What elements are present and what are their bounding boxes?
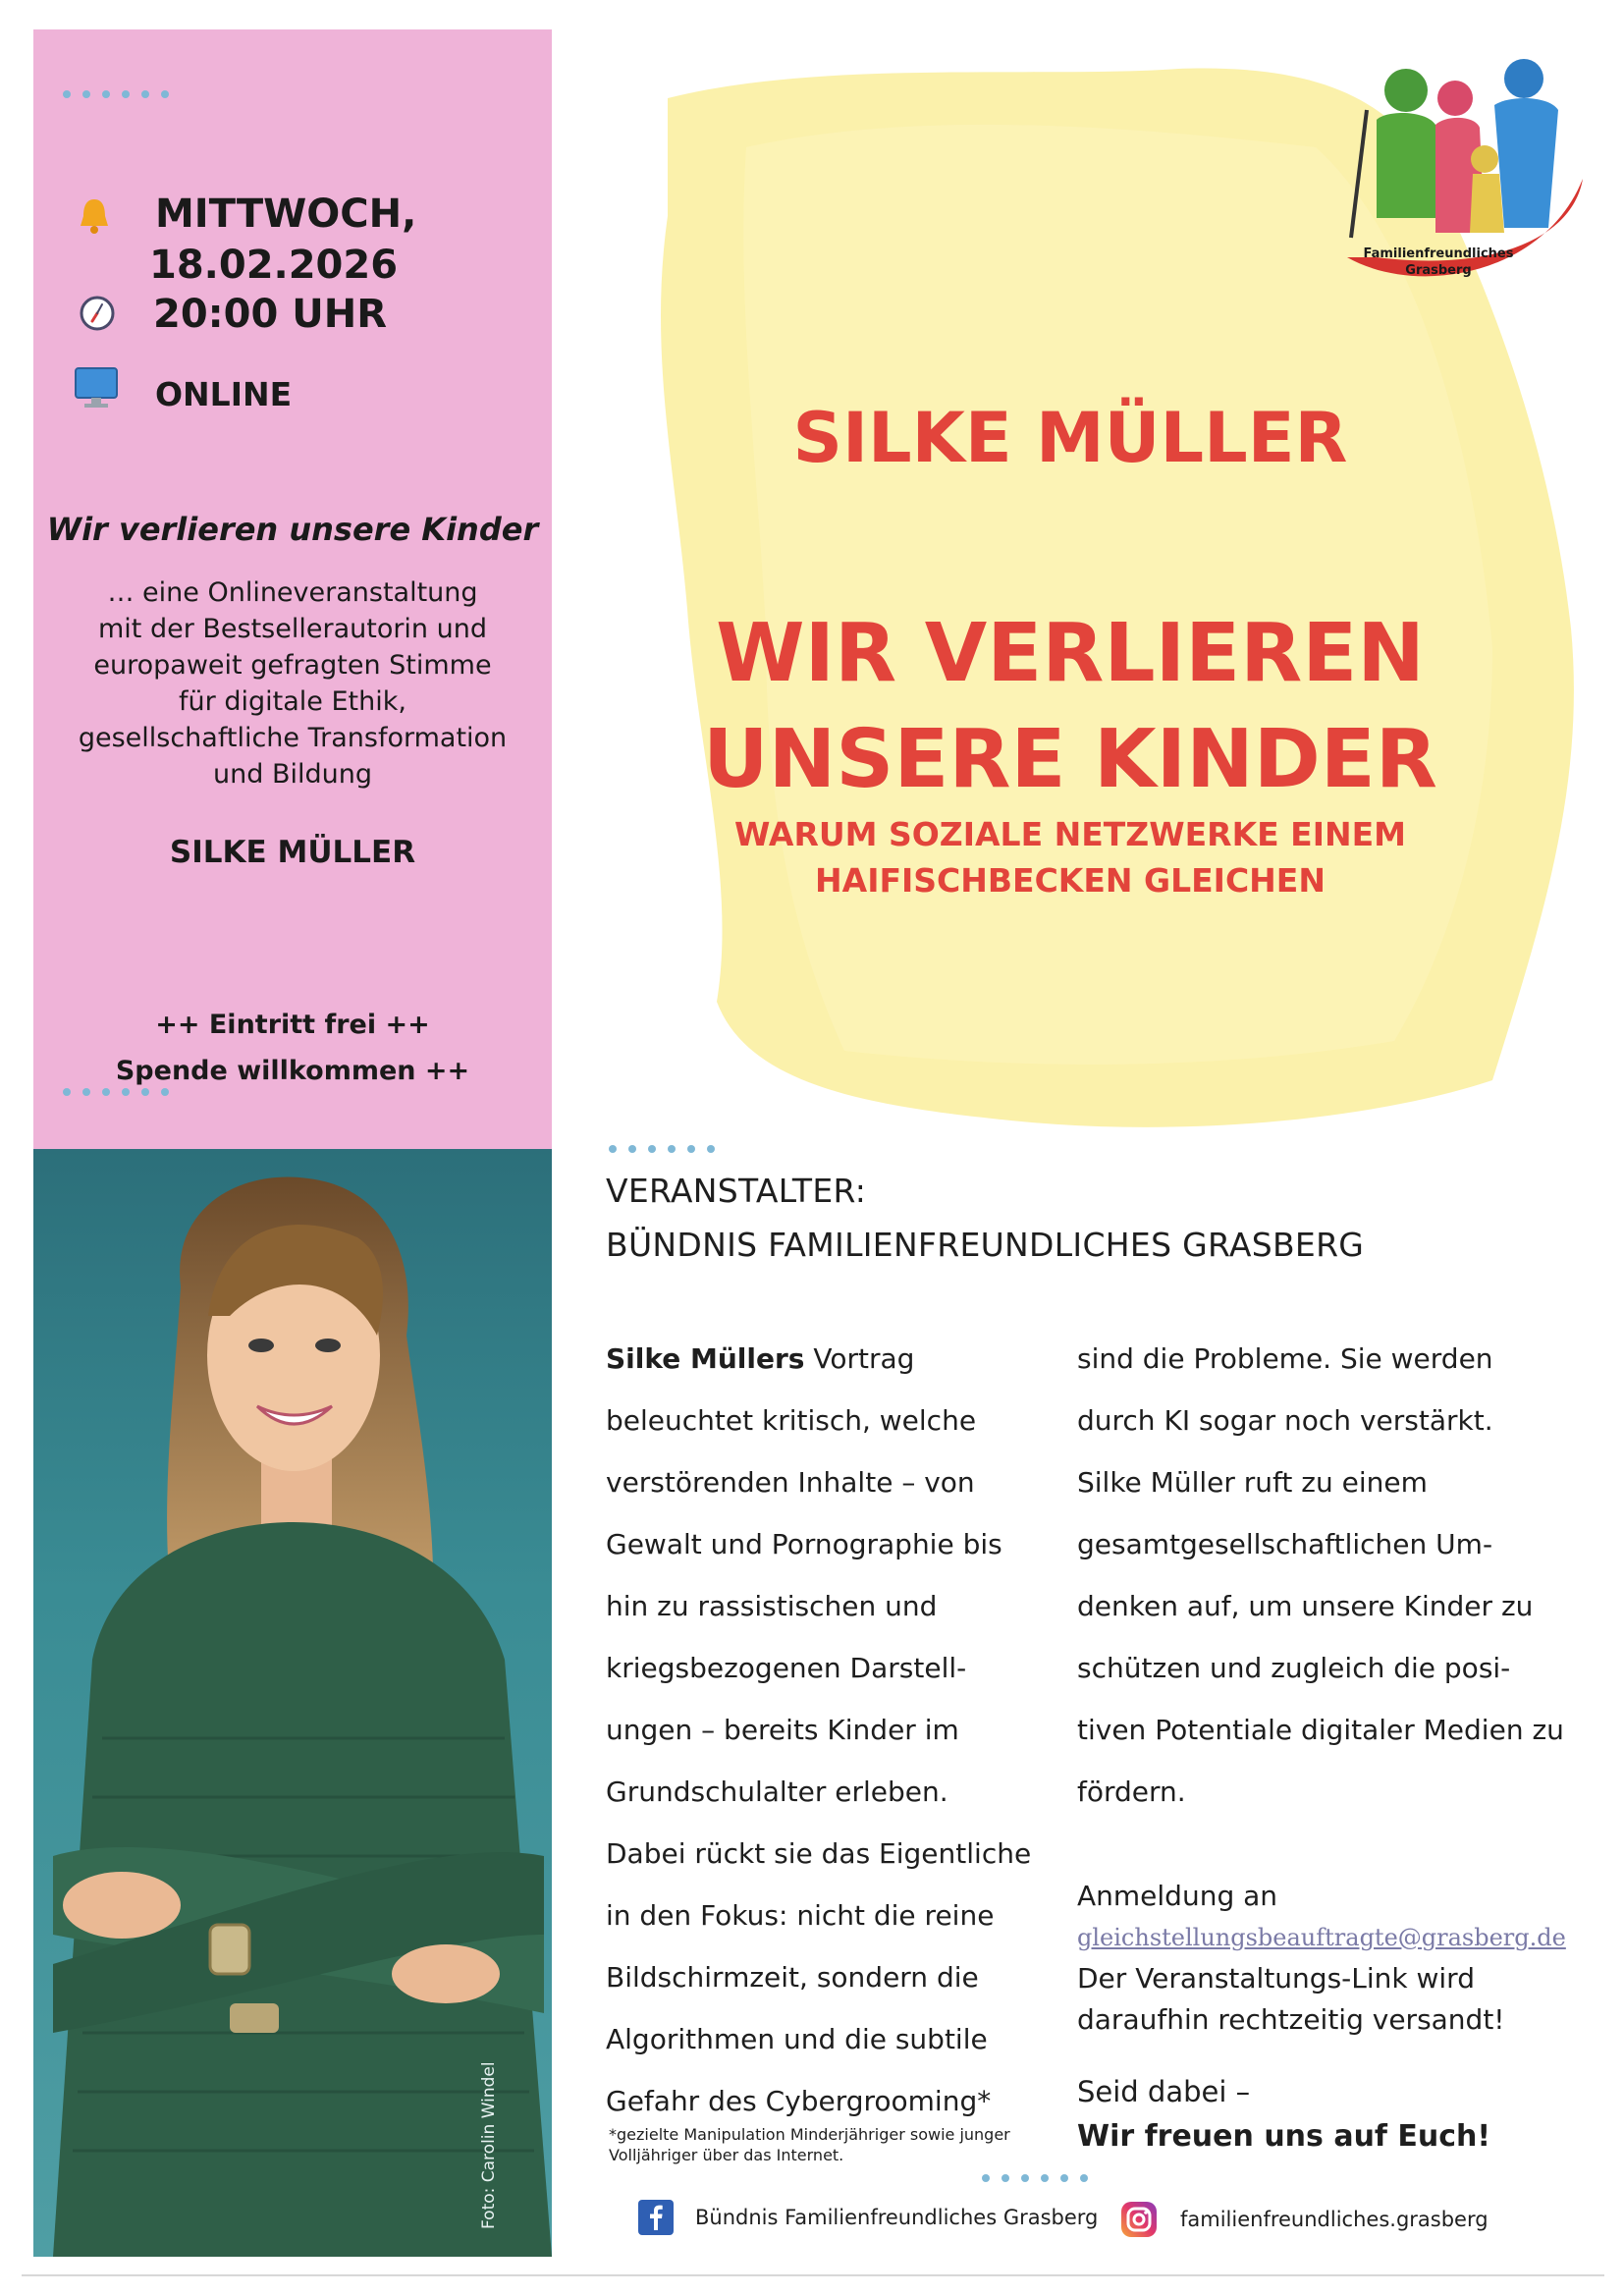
organizer-name: BÜNDNIS FAMILIENFREUNDLICHES GRASBERG [606, 1226, 1365, 1264]
body-line: hin zu rassistischen und [606, 1590, 938, 1622]
body-line: Grundschulalter erleben. [606, 1776, 948, 1808]
body-line: beleuchtet kritisch, welche [606, 1404, 977, 1437]
body-line: Silke Müller ruft zu einem [1077, 1466, 1428, 1499]
body-line: in den Fokus: nicht die reine [606, 1899, 995, 1932]
monitor-icon [73, 365, 120, 410]
headline-subtitle-line: HAIFISCHBECKEN GLEICHEN [815, 861, 1326, 900]
headline-title-line: WIR VERLIEREN [716, 607, 1425, 700]
closing-message [1077, 2070, 1490, 2159]
facebook-label: Bündnis Familienfreundliches Grasberg [695, 2206, 1099, 2229]
speaker-name-bold: Silke Müllers [606, 1342, 805, 1375]
body-line: Dabei rückt sie das Eigentliche [606, 1837, 1032, 1870]
decorative-dots [63, 90, 169, 98]
instagram-link[interactable] [1119, 2200, 1489, 2239]
description-line: europaweit gefragten Stimme [93, 650, 492, 681]
headline-speaker: SILKE MÜLLER [792, 398, 1348, 478]
donation-welcome: Spende willkommen ++ [115, 1056, 470, 1086]
decorative-dots [63, 1088, 169, 1096]
body-line: verstörenden Inhalte – von [606, 1466, 975, 1499]
body-line: denken auf, um unsere Kinder zu [1077, 1590, 1534, 1622]
body-line: kriegsbezogenen Darstell- [606, 1652, 967, 1684]
body-line: tiven Potentiale digitaler Medien zu [1077, 1714, 1564, 1746]
headline-title-line: UNSERE KINDER [703, 713, 1437, 806]
speaker-photo [33, 1149, 552, 2257]
body-line: fördern. [1077, 1776, 1186, 1808]
description-line: … eine Onlineveranstaltung [107, 577, 478, 608]
body-line: durch KI sogar noch verstärkt. [1077, 1404, 1493, 1437]
admission-free: ++ Eintritt frei ++ [155, 1010, 430, 1040]
headline-subtitle [628, 811, 1512, 903]
photo-credit: Foto: Carolin Windel [479, 2061, 499, 2229]
event-info-panel [33, 29, 552, 1149]
facebook-link[interactable] [638, 2200, 1098, 2235]
body-line: ungen – bereits Kinder im [606, 1714, 959, 1746]
footnote-line: Volljähriger über das Internet. [609, 2146, 844, 2164]
headline-title [628, 601, 1512, 813]
speaker-name: SILKE MÜLLER [169, 835, 416, 870]
logo-line: Grasberg [1405, 263, 1472, 278]
body-line: Algorithmen und die subtile [606, 2023, 988, 2055]
event-description [53, 574, 532, 793]
description-line: mit der Bestsellerautorin und [97, 614, 487, 644]
description-line: gesellschaftliche Transformation [78, 723, 508, 753]
registration-label: Anmeldung an [1077, 1880, 1278, 1912]
decorative-dots [982, 2174, 1088, 2182]
body-line: sind die Probleme. Sie werden [1077, 1342, 1493, 1375]
logo-caption [1355, 246, 1522, 279]
facebook-icon [638, 2200, 674, 2235]
body-text: Vortrag [804, 1342, 915, 1375]
portrait-illustration [33, 1149, 552, 2257]
registration-note: Der Veranstaltungs-Link wird [1077, 1962, 1475, 1995]
footnote-line: *gezielte Manipulation Minderjähriger sowie junger [609, 2125, 1010, 2144]
registration-info [1077, 1876, 1566, 2041]
logo-line: Familienfreundliches [1363, 246, 1514, 261]
event-weekday: MITTWOCH, [155, 191, 417, 237]
event-time: 20:00 UHR [153, 292, 388, 337]
body-line: schützen und zugleich die posi- [1077, 1652, 1511, 1684]
instagram-label: familienfreundliches.grasberg [1180, 2208, 1489, 2231]
event-format: ONLINE [155, 375, 293, 413]
body-text-left [606, 1328, 1048, 2132]
closing-line: Seid dabei – [1077, 2075, 1251, 2108]
organizer-label: VERANSTALTER: [606, 1172, 867, 1210]
registration-note: daraufhin rechtzeitig versandt! [1077, 2003, 1505, 2036]
event-title: Wir verlieren unsere Kinder [46, 511, 539, 548]
body-line: Gefahr des Cybergrooming* [606, 2085, 992, 2117]
event-date: 18.02.2026 [149, 243, 399, 288]
body-line: Gewalt und Pornographie bis [606, 1528, 1002, 1560]
admission-info [33, 1002, 552, 1094]
closing-line-bold: Wir freuen uns auf Euch! [1077, 2119, 1491, 2154]
body-line [606, 1328, 1048, 1390]
body-line: gesamtgesellschaftlichen Um- [1077, 1528, 1493, 1560]
decorative-dots [609, 1145, 715, 1153]
bell-icon [77, 196, 112, 236]
registration-email-link[interactable]: gleichstellungsbeauftragte@grasberg.de [1077, 1924, 1566, 1951]
description-line: für digitale Ethik, [179, 686, 406, 717]
clock-icon [79, 295, 116, 332]
body-text-right [1077, 1328, 1597, 1823]
cybergrooming-footnote [609, 2124, 1060, 2165]
description-line: und Bildung [213, 759, 372, 790]
bottom-divider [22, 2274, 1604, 2276]
instagram-icon [1119, 2200, 1159, 2239]
headline-subtitle-line: WARUM SOZIALE NETZWERKE EINEM [734, 815, 1406, 853]
body-line: Bildschirmzeit, sondern die [606, 1961, 979, 1994]
